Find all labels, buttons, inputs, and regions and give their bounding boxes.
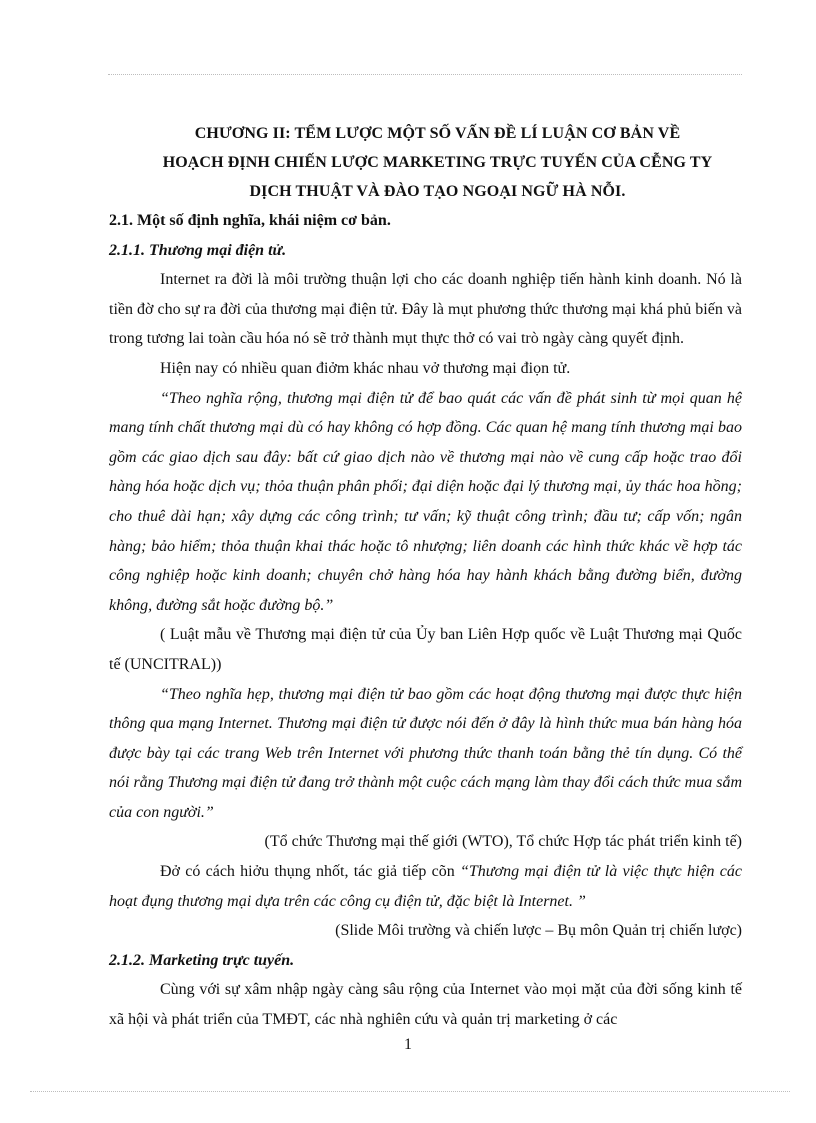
subsection-heading-ecommerce: 2.1.1. Thương mại điện tử.	[109, 241, 287, 259]
chapter-title-line-3: DỊCH THUẬT VÀ ĐÀO TẠO NGOẠI NGỮ HÀ NỖI.	[249, 183, 626, 200]
chapter-title	[139, 119, 742, 206]
source-slide: (Slide Môi trường và chiến lược – Bụ môn Quản trị chiến lược)	[335, 922, 742, 940]
page-number: 1	[404, 1036, 412, 1053]
section-heading: 2.1. Một số định nghĩa, khái niệm cơ bản.	[109, 212, 391, 229]
quote-narrow-definition: “Theo nghĩa hẹp, thương mại điện tử bao gồm các hoạt động thương mại được thực hiện thông qua mạng Internet. Thương mại điện tử được nói đến ở đây là hình thức mua bán hàng hóa được bày tại các trang Web trên Internet với phương thức thanh toán bằng thẻ tín dụng. Có thể nói rằng Thương mại điện tử đang trở thành một cuộc cách mạng làm thay đổi cách thức mua sắm của con người.”	[109, 685, 742, 821]
document-body	[109, 119, 742, 1035]
header-rule	[108, 74, 742, 75]
paragraph-internet: Internet ra đời là môi trường thuận lợi cho các doanh nghiệp tiến hành kinh doanh. Nó là tiền đờ cho sự ra đời của thương mại điện tử. Đây là mụt phương thức thương mại khá phủ biến và trong tương lai toàn cầu hóa nó sẽ trở thành mụt thực thở có vai trò ngày càng quyết định.	[109, 271, 742, 348]
chapter-title-line-1: CHƯƠNG II: TỂM LƯỢC MỘT SỐ VẤN ĐỀ LÍ LUẬN CƠ BẢN VỀ	[194, 125, 681, 142]
source-uncitral: ( Luật mẫu về Thương mại điện tử của Ủy ban Liên Hợp quốc về Luật Thương mại Quốc tế (UNCITRAL))	[109, 626, 742, 673]
chapter-title-line-2: HOẠCH ĐỊNH CHIẾN LƯỢC MARKETING TRỰC TUYẾN CỦA CỄNG TY	[162, 154, 713, 171]
paragraph-author-approach	[109, 857, 742, 916]
source-wto: (Tổ chức Thương mại thế giới (WTO), Tổ chức Hợp tác phát triển kinh tế)	[264, 833, 742, 851]
paragraph-views: Hiện nay có nhiều quan điởm khác nhau vở thương mại điọn tử.	[160, 359, 571, 377]
subsection-heading-online-marketing: 2.1.2. Marketing trực tuyến.	[109, 951, 295, 969]
author-approach-text: Đở có cách hiởu thụng nhốt, tác giả tiếp cõn	[160, 863, 460, 881]
footer-rule	[30, 1091, 790, 1092]
quote-broad-definition: “Theo nghĩa rộng, thương mại điện tử để bao quát các vấn đề phát sinh từ mọi quan hệ mang tính chất thương mại dù có hay không có hợp đồng. Các quan hệ mang tính thương mại bao gồm các giao dịch sau đây: bất cứ giao dịch nào về thương mại nào về cung cấp hoặc trao đổi hàng hóa hoặc dịch vụ; thỏa thuận phân phối; đại diện hoặc đại lý thương mại, ủy thác hoa hồng; cho thuê dài hạn; xây dựng các công trình; tư vấn; kỹ thuật công trình; đầu tư; cấp vốn; ngân hàng; bảo hiểm; thỏa thuận khai thác hoặc tô nhượng; liên doanh các hình thức khác về hợp tác công nghiệp hoặc kinh doanh; chuyên chở hàng hóa hay hành khách bằng đường biển, đường không, đường sắt hoặc đường bộ.”	[109, 389, 742, 614]
author-approach-quote: “Thương mại điện tử là việc thực hiện các hoạt đụng thương mại dựa trên các công cụ điện tử, đặc biệt là Internet. ”	[109, 863, 742, 910]
paragraph-online-marketing: Cùng với sự xâm nhập ngày càng sâu rộng của Internet vào mọi mặt của đời sống kinh tế xã hội và phát triển của TMĐT, các nhà nghiên cứu và quản trị marketing ở các	[109, 981, 742, 1029]
